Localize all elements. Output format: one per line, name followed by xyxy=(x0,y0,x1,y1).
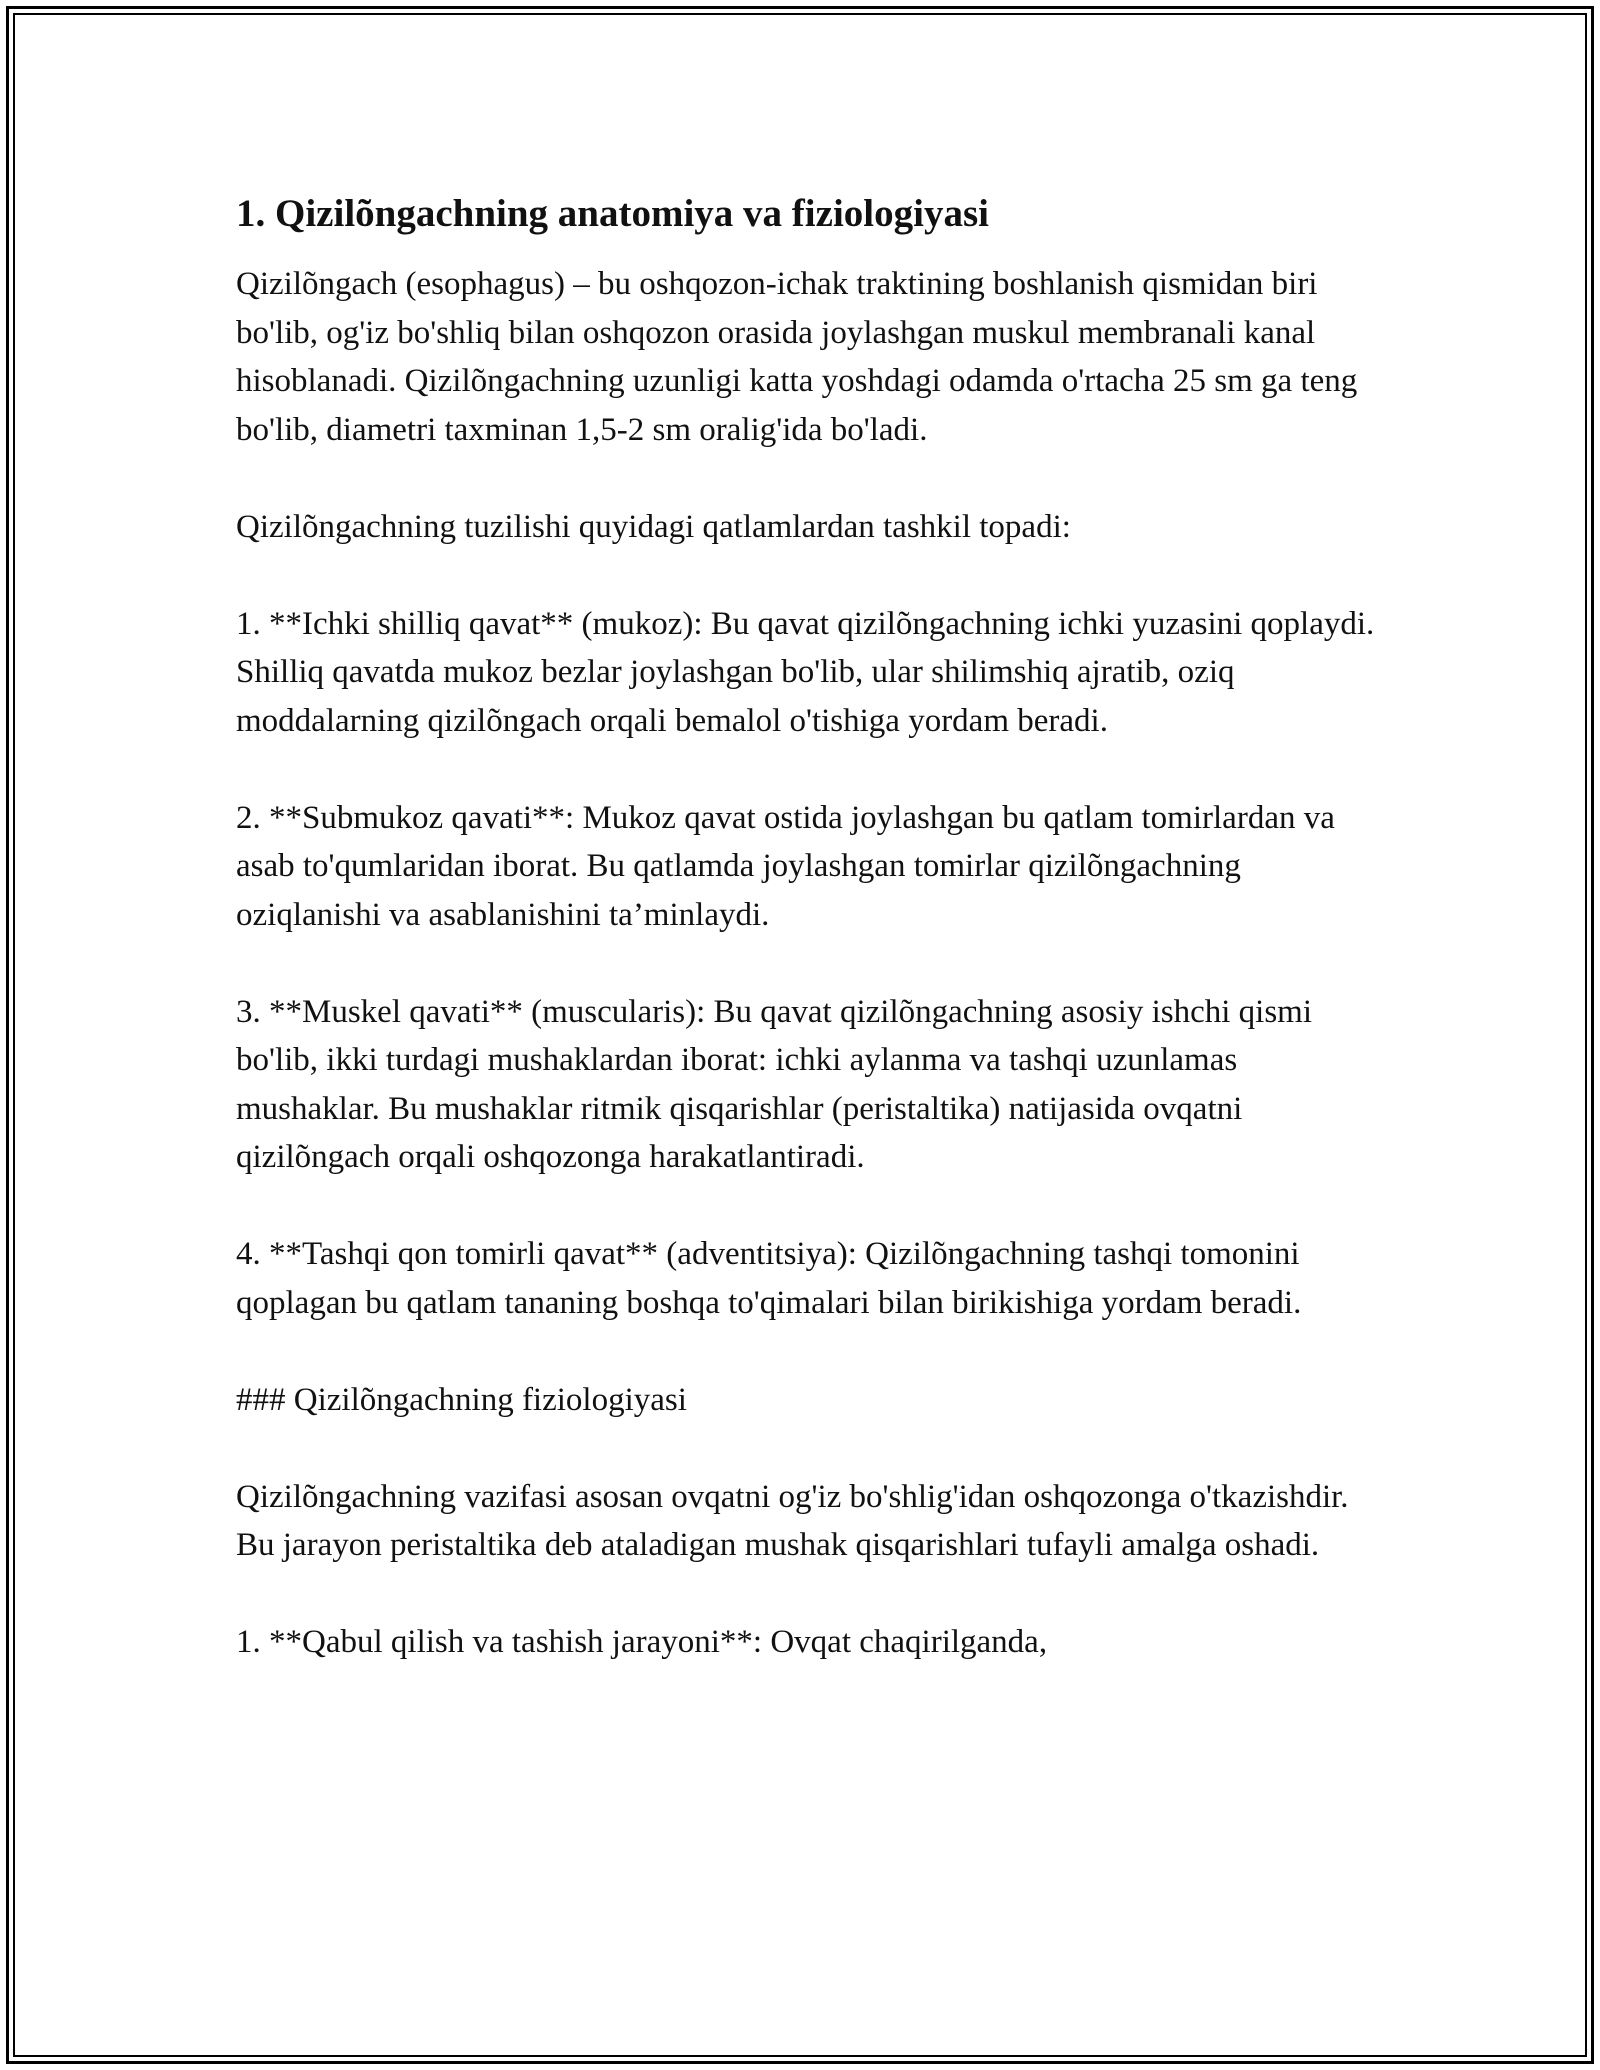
paragraph-layer-muscularis: 3. **Muskel qavati** (muscularis): Bu qavat qizilõngachning asosiy ishchi qismi bo'lib, ikki turdagi mushaklardan iborat: ichki aylanma va tashqi uzunlamas mushaklar. Bu mushaklar ritmik qisqarishlar (peristaltika) natijasida ovqatni qizilõngach orqali oshqozonga harakatlantiradi. xyxy=(236,993,1313,1175)
paragraph-layer-mucosa: 1. **Ichki shilliq qavat** (mukoz): Bu qavat qizilõngachning ichki yuzasini qoplaydi. Shilliq qavatda mukoz bezlar joylashgan bo'lib, ular shilimshiq ajratib, oziq moddalarning qizilõngach orqali bemalol o'tishiga yordam beradi. xyxy=(236,605,1375,739)
section-heading-physiology: ### Qizilõngachning fiziologiyasi xyxy=(236,1381,687,1418)
paragraph-swallowing: 1. **Qabul qilish va tashish jarayoni**: Ovqat chaqirilganda, xyxy=(236,1624,1048,1660)
paragraph-physiology: Qizilõngachning vazifasi asosan ovqatni og'iz bo'shlig'idan oshqozonga o'tkazishdir. Bu jarayon peristaltika deb ataladigan mushak qisqarishlari tufayli amalga oshadi. xyxy=(236,1478,1349,1563)
paragraph-layer-adventitia: 4. **Tashqi qon tomirli qavat** (adventitsiya): Qizilõngachning tashqi tomonini qoplagan bu qatlam tananing boshqa to'qimalari bilan birikishiga yordam beradi. xyxy=(236,1236,1302,1321)
document-body xyxy=(236,188,1386,1667)
paragraph-intro: Qizilõngach (esophagus) – bu oshqozon-ichak traktining boshlanish qismidan biri bo'lib, og'iz bo'shliq bilan oshqozon orasida joylashgan muskul membranali kanal hisoblanadi. Qizilõngachning uzunligi katta yoshdagi odamda o'rtacha 25 sm ga teng bo'lib, diametri taxminan 1,5-2 sm oralig'ida bo'ladi. xyxy=(236,266,1358,448)
paragraph-layer-submucosa: 2. **Submukoz qavati**: Mukoz qavat ostida joylashgan bu qatlam tomirlardan va asab to'qumlaridan iborat. Bu qatlamda joylashgan tomirlar qizilõngachning oziqlanishi va asablanishini ta’minlaydi. xyxy=(236,799,1335,933)
document-title: 1. Qizilõngachning anatomiya va fiziologiyasi xyxy=(236,192,989,235)
paragraph-layers-intro: Qizilõngachning tuzilishi quyidagi qatlamlardan tashkil topadi: xyxy=(236,508,1071,545)
